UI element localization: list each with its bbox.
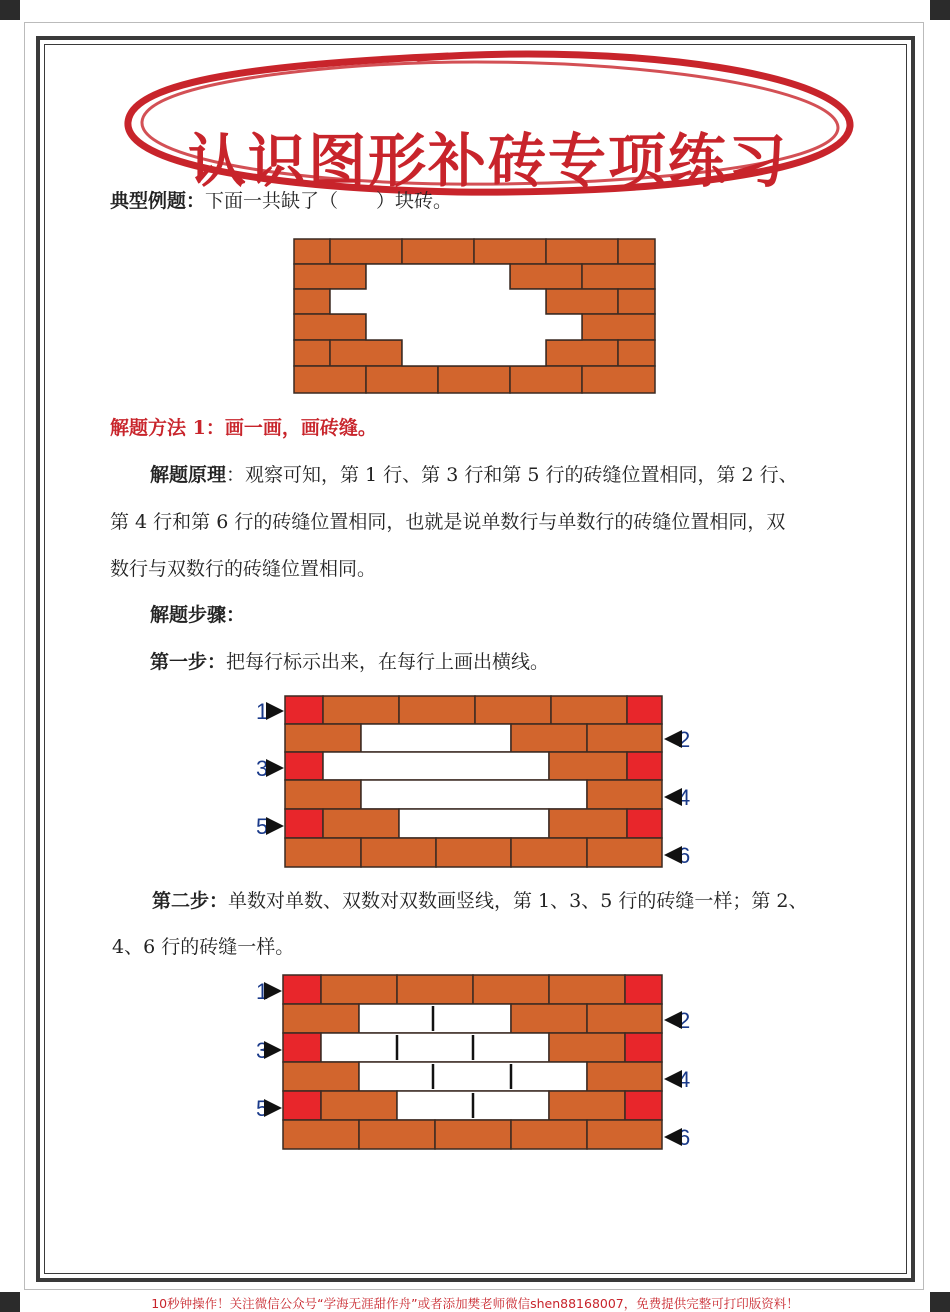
brick — [549, 1091, 625, 1120]
brick — [549, 975, 625, 1004]
brick — [587, 724, 662, 752]
brick — [618, 239, 655, 264]
brick — [283, 1062, 359, 1091]
brick — [294, 289, 330, 314]
row-label-4: 4 — [678, 1067, 691, 1092]
example-label: 典型例题： — [110, 190, 206, 212]
brick-highlight — [625, 1091, 662, 1120]
brick — [294, 239, 330, 264]
brick-highlight — [627, 752, 662, 780]
gap-row-3 — [323, 752, 549, 780]
principle-label: 解题原理 — [150, 464, 227, 486]
gap-row-2 — [361, 724, 511, 752]
brick — [618, 340, 655, 366]
brick — [399, 696, 475, 724]
brick — [330, 340, 402, 366]
brick — [582, 366, 655, 393]
brick-highlight — [283, 1091, 321, 1120]
page-title: 认识图形补砖专项练习 — [187, 127, 788, 195]
brick — [359, 1120, 435, 1149]
footer-banner: 10秒钟操作！关注微信公众号“学海无涯甜作舟”或者添加樊老师微信shen88168007，免费提供完整可打印版资料！ — [151, 1296, 799, 1311]
row-label-6: 6 — [678, 843, 691, 868]
brick-wall-step-1 — [252, 692, 700, 870]
step-1 — [150, 647, 549, 677]
brick — [366, 366, 438, 393]
brick — [546, 289, 618, 314]
brick — [473, 975, 549, 1004]
brick — [587, 838, 662, 867]
brick-highlight — [627, 696, 662, 724]
row-label-1: 1 — [256, 699, 269, 724]
method-1-heading: 解题方法 1：画一画，画砖缝。 — [110, 417, 377, 439]
brick — [321, 1091, 397, 1120]
brick — [402, 239, 474, 264]
brick — [546, 340, 618, 366]
row-label-1: 1 — [256, 979, 269, 1004]
brick — [323, 696, 399, 724]
brick — [582, 314, 655, 340]
brick — [285, 724, 361, 752]
brick — [361, 838, 436, 867]
brick — [511, 1120, 587, 1149]
step-1-text: 把每行标示出来，在每行上画出横线。 — [226, 651, 550, 673]
brick — [511, 724, 587, 752]
brick — [551, 696, 627, 724]
row-label-2: 2 — [678, 1008, 691, 1033]
brick — [549, 1033, 625, 1062]
brick — [323, 809, 399, 838]
example-question — [110, 186, 452, 216]
brick — [510, 366, 582, 393]
brick — [285, 780, 361, 809]
gap-row-4 — [359, 1062, 587, 1091]
brick — [582, 264, 655, 289]
brick — [438, 366, 510, 393]
brick — [283, 1120, 359, 1149]
row-label-6: 6 — [678, 1125, 691, 1150]
principle-line-3: 数行与双数行的砖缝位置相同。 — [110, 558, 377, 580]
row-label-5: 5 — [256, 814, 269, 839]
row-label-5: 5 — [256, 1096, 269, 1121]
gap-row-4 — [361, 780, 587, 809]
brick — [587, 780, 662, 809]
brick — [587, 1120, 662, 1149]
title-block — [118, 36, 858, 196]
brick-wall-step-2 — [252, 970, 700, 1152]
row-label-3: 3 — [256, 1038, 269, 1063]
step-1-label: 第一步： — [150, 651, 227, 673]
brick-highlight — [627, 809, 662, 838]
brick — [321, 975, 397, 1004]
brick — [285, 838, 361, 867]
brick — [510, 264, 582, 289]
brick-highlight — [283, 975, 321, 1004]
brick — [549, 809, 627, 838]
brick-highlight — [625, 1033, 662, 1062]
brick — [511, 838, 587, 867]
step-2-label: 第二步： — [152, 890, 229, 912]
gap-row-2 — [359, 1004, 511, 1033]
row-label-2: 2 — [678, 727, 691, 752]
principle-line-1: 解题原理：观察可知，第 1 行、第 3 行和第 5 行的砖缝位置相同，第 2 行、 — [150, 464, 798, 486]
principle-line-2: 第 4 行和第 6 行的砖缝位置相同，也就是说单数行与单数行的砖缝位置相同，双 — [110, 511, 786, 533]
brick — [397, 975, 473, 1004]
brick-highlight — [625, 975, 662, 1004]
brick — [283, 1004, 359, 1033]
brick — [294, 340, 330, 366]
row-label-4: 4 — [678, 785, 691, 810]
gap-row-3 — [321, 1033, 549, 1062]
brick — [587, 1004, 662, 1033]
brick — [546, 239, 618, 264]
brick-highlight — [285, 809, 323, 838]
brick — [549, 752, 627, 780]
brick — [475, 696, 551, 724]
step-2-line-2: 4、6 行的砖缝一样。 — [112, 936, 295, 958]
brick — [436, 838, 511, 867]
brick — [587, 1062, 662, 1091]
steps-heading: 解题步骤： — [150, 604, 246, 626]
brick-highlight — [285, 752, 323, 780]
brick-wall-example — [293, 238, 657, 394]
brick — [294, 314, 366, 340]
brick — [435, 1120, 511, 1149]
brick — [474, 239, 546, 264]
brick — [618, 289, 655, 314]
brick — [294, 366, 366, 393]
brick — [511, 1004, 587, 1033]
row-label-3: 3 — [256, 756, 269, 781]
brick-highlight — [285, 696, 323, 724]
gap-row-5 — [399, 809, 549, 838]
step-2-line-1: 第二步：单数对单数、双数对双数画竖线，第 1、3、5 行的砖缝一样；第 2、 — [152, 890, 808, 912]
brick — [294, 264, 366, 289]
brick — [330, 239, 402, 264]
example-text: 下面一共缺了（ ）块砖。 — [205, 190, 453, 212]
corner-mark-top-right — [930, 0, 950, 20]
brick-highlight — [283, 1033, 321, 1062]
corner-mark-top-left — [0, 0, 20, 20]
